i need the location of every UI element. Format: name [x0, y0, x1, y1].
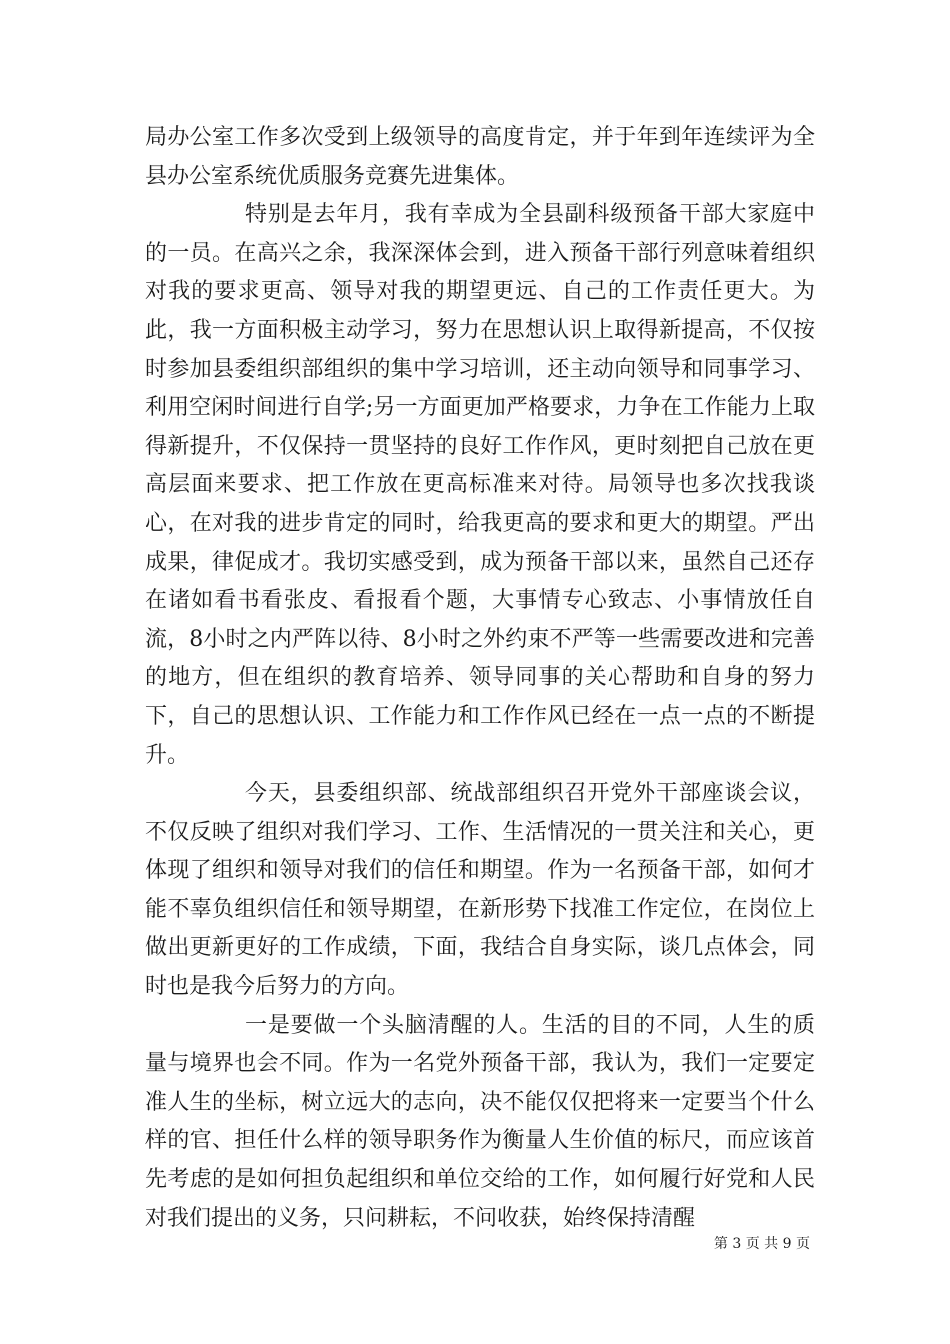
page-number-footer: 第 3 页 共 9 页	[713, 1236, 810, 1252]
paragraph-1: 局办公室工作多次受到上级领导的高度肯定，并于年到年连续评为全县办公室系统优质服务竞赛先进集体。	[145, 125, 815, 189]
paragraph-2: 特别是去年月，我有幸成为全县副科级预备干部大家庭中的一员。在高兴之余，我深深体会到，进入预备干部行列意味着组织对我的要求更高、领导对我的期望更远、自己的工作责任更大。为此，我一方面积极主动学习，努力在思想认识上取得新提高，不仅按时参加县委组织部组织的集中学习培训，还主动向领导和同事学习、利用空闲时间进行自学;另一方面更加严格要求，力争在工作能力上取得新提升，不仅保持一贯坚持的良好工作作风，更时刻把自己放在更高层面来要求、把工作放在更高标准来对待。局领导也多次找我谈心，在对我的进步肯定的同时，给我更高的要求和更大的期望。严出成果，律促成才。我切实感受到，成为预备干部以来，虽然自己还存在诸如看书看张皮、看报看个题，大事情专心致志、小事情放任自流，8小时之内严阵以待、8小时之外约束不严等一些需要改进和完善的地方，但在组织的教育培养、领导同事的关心帮助和自身的努力下，自己的思想认识、工作能力和工作作风已经在一点一点的不断提升。	[145, 202, 815, 768]
paragraph-4: 一是要做一个头脑清醒的人。生活的目的不同，人生的质量与境界也会不同。作为一名党外预备干部，我认为，我们一定要定准人生的坐标，树立远大的志向，决不能仅仅把将来一定要当个什么样的官、担任什么样的领导职务作为衡量人生价值的标尺，而应该首先考虑的是如何担负起组织和单位交给的工作，如何履行好党和人民对我们提出的义务，只问耕耘，不问收获，始终保持清醒	[145, 1012, 815, 1231]
document-body	[145, 119, 815, 1238]
paragraph-3: 今天，县委组织部、统战部组织召开党外干部座谈会议，不仅反映了组织对我们学习、工作、生活情况的一贯关注和关心，更体现了组织和领导对我们的信任和期望。作为一名预备干部，如何才能不辜负组织信任和领导期望，在新形势下找准工作定位，在岗位上做出更新更好的工作成绩，下面，我结合自身实际，谈几点体会，同时也是我今后努力的方向。	[145, 781, 815, 1000]
